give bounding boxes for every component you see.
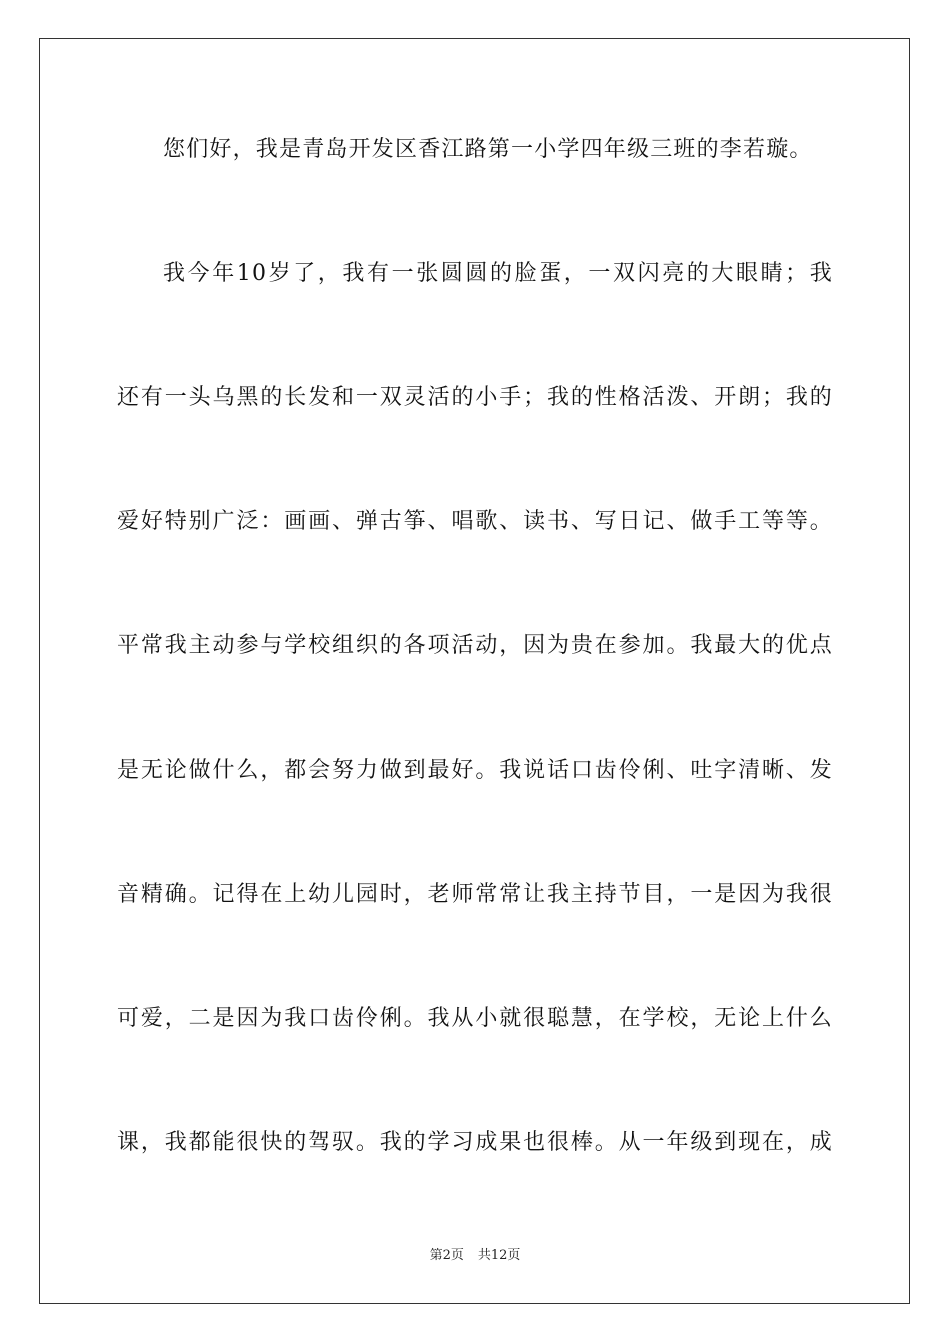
- page-number: 第2页: [429, 1248, 464, 1263]
- page-total: 共12页: [477, 1248, 521, 1263]
- paragraph-line-8: 可爱，二是因为我口齿伶俐。我从小就很聪慧，在学校，无论上什么: [117, 1006, 833, 1031]
- page-footer: [0, 1247, 950, 1265]
- paragraph-line-9: 课，我都能很快的驾驭。我的学习成果也很棒。从一年级到现在，成: [117, 1130, 833, 1155]
- page-frame: [39, 38, 910, 1304]
- paragraph-line-3: 还有一头乌黑的长发和一双灵活的小手；我的性格活泼、开朗；我的: [117, 385, 833, 410]
- paragraph-line-2: 我今年10岁了，我有一张圆圆的脸蛋，一双闪亮的大眼睛；我: [163, 261, 833, 286]
- paragraph-line-7: 音精确。记得在上幼儿园时，老师常常让我主持节目，一是因为我很: [117, 882, 833, 907]
- paragraph-line-1: 您们好，我是青岛开发区香江路第一小学四年级三班的李若璇。: [163, 137, 813, 162]
- paragraph-line-5: 平常我主动参与学校组织的各项活动，因为贵在参加。我最大的优点: [117, 633, 833, 658]
- paragraph-line-4: 爱好特别广泛：画画、弹古筝、唱歌、读书、写日记、做手工等等。: [117, 509, 833, 534]
- paragraph-line-6: 是无论做什么，都会努力做到最好。我说话口齿伶俐、吐字清晰、发: [117, 758, 833, 783]
